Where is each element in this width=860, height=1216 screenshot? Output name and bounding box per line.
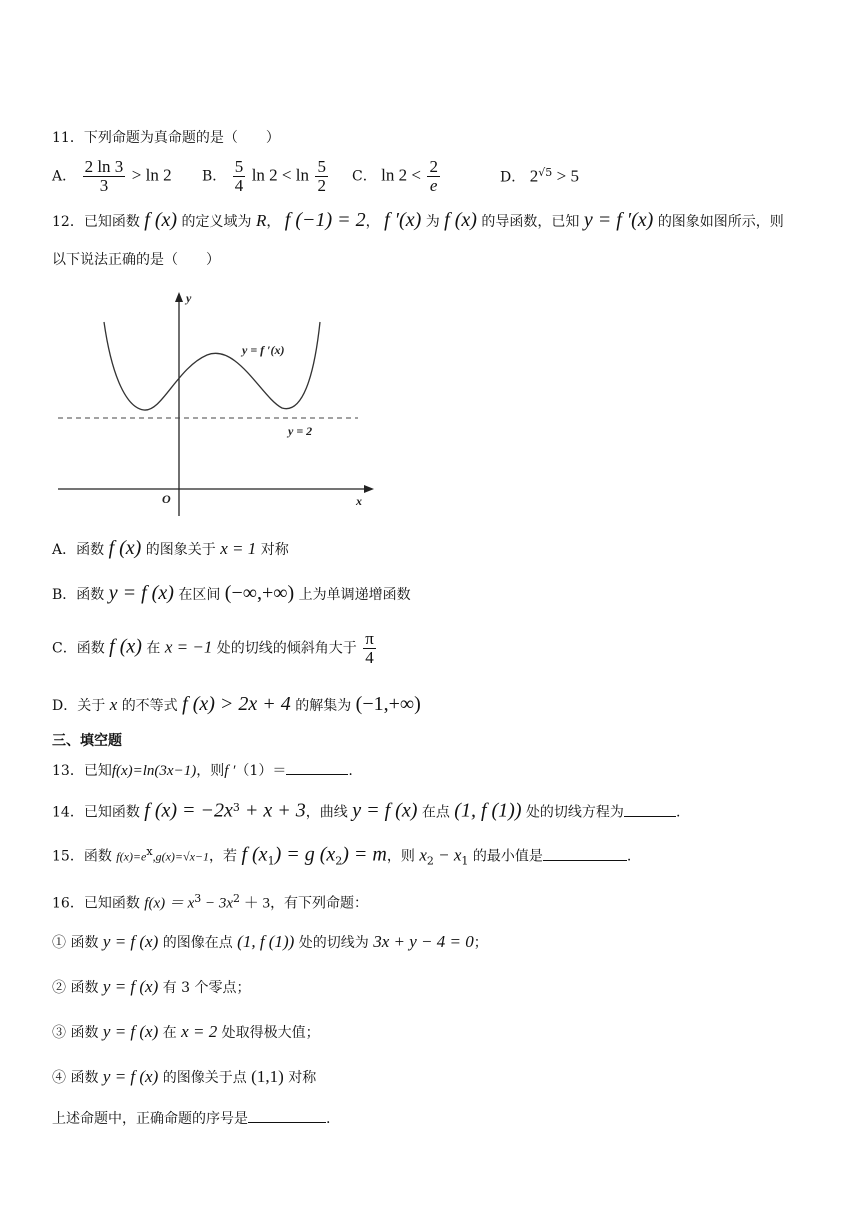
option-label: C． (352, 168, 377, 185)
y-axis-arrow (175, 292, 183, 302)
q12-stem-line2: 以下说法正确的是（ ） (52, 252, 220, 268)
math-text: f ′(x) (384, 209, 422, 231)
answer-blank[interactable] (286, 760, 348, 775)
exponent: 3 (194, 892, 202, 905)
text: ，曲线 (305, 804, 348, 821)
math-text: f ′ (224, 763, 236, 779)
math-text: > 5 (556, 166, 579, 186)
text: 的图象关于 (145, 542, 216, 558)
fraction (83, 158, 126, 195)
math-text: (1, f (1)) (454, 799, 522, 822)
text: 对称 (260, 542, 289, 558)
math-text: ln 2 < (381, 165, 421, 185)
text: A．函数 (52, 542, 105, 558)
numerator: 5 (317, 157, 326, 176)
q12-option-a (52, 538, 289, 560)
x-axis-label: x (356, 494, 362, 508)
q14 (52, 798, 680, 823)
q15 (52, 842, 631, 871)
denominator: 4 (234, 176, 244, 195)
fraction (315, 158, 328, 195)
math-text: x (109, 695, 118, 714)
subscript: 2 (426, 854, 434, 868)
text: 有 3 个零点； (162, 980, 251, 996)
math-text: f (x) (444, 209, 477, 231)
text: B．函数 (52, 587, 105, 603)
exponent: 2 (233, 892, 241, 905)
text: 16．已知函数 (52, 895, 140, 912)
numerator: 2 (429, 157, 438, 176)
curve-label: y = f ′(x) (242, 343, 285, 357)
q16-statement-1 (52, 932, 488, 953)
text: 的导函数，已知 (481, 214, 580, 230)
q11-option-b (202, 158, 330, 195)
text: 为 (425, 214, 440, 230)
math-text: ) = m (342, 843, 387, 866)
statement-number: ④ (52, 1070, 66, 1086)
derivative-curve (104, 322, 320, 410)
math-text: f (x) > 2x + 4 (182, 693, 291, 715)
q16-statement-2 (52, 977, 251, 998)
math-text: f(x) ＝ x (144, 895, 195, 912)
math-text: f (x) (144, 209, 178, 231)
text: 15．函数 (52, 848, 112, 865)
text: C．函数 (52, 640, 105, 657)
math-text: f(x)=ln(3x−1) (111, 763, 197, 779)
text: 的图象如图所示，则 (657, 214, 784, 230)
text: ； (473, 935, 488, 951)
denominator: 3 (99, 176, 109, 195)
fraction (233, 158, 246, 195)
subscript: 1 (267, 854, 275, 868)
exponent: 3 (232, 801, 240, 814)
origin-label: O (162, 492, 171, 506)
text: 的定义域为 (181, 214, 252, 230)
math-text: x = 2 (181, 1022, 218, 1041)
math-text: x = −1 (164, 637, 213, 657)
math-text: y = f ′(x) (583, 209, 654, 231)
q11-option-c (352, 158, 442, 195)
math-text: − x (433, 845, 462, 865)
option-label: B． (202, 168, 227, 185)
math-text: f(x)=e (116, 849, 147, 864)
text: 的不等式 (121, 698, 178, 714)
math-text: y = f (x) (102, 1022, 159, 1041)
math-text: 2 (529, 166, 539, 186)
math-text: (1,1) (251, 1067, 284, 1086)
option-label: D． (500, 169, 526, 186)
fraction-pi-over-4 (363, 630, 376, 667)
q12-option-b (52, 583, 411, 605)
subscript: 2 (335, 854, 343, 868)
q11-stem: 11．下列命题为真命题的是（ ） (52, 130, 280, 146)
math-text: + x + 3 (239, 799, 306, 822)
text: 上述命题中，正确命题的序号是 (52, 1111, 248, 1127)
text: 函数 (70, 980, 99, 996)
math-text: x = 1 (220, 539, 257, 558)
exponent: √5 (538, 166, 553, 179)
math-text: 3x + y − 4 = 0 (373, 932, 474, 951)
fraction (427, 158, 440, 195)
text: 的解集为 (295, 698, 352, 714)
math-text: ln 2 < ln (251, 165, 309, 185)
text: 处的切线的倾斜角大于 (216, 640, 357, 657)
text: 的图像在点 (162, 935, 233, 951)
statement-number: ② (52, 980, 66, 996)
section-heading: 三、填空题 (52, 733, 122, 749)
option-label: A． (52, 168, 77, 185)
math-text: f (x) (109, 635, 142, 658)
statement-number: ① (52, 935, 66, 951)
y-axis-label: y (186, 291, 192, 305)
text: 的图像关于点 (162, 1070, 247, 1086)
text: （1）＝ (235, 763, 287, 779)
numerator: 2 ln 3 (84, 157, 124, 176)
math-text: f (x) (108, 537, 142, 559)
text: 在区间 (178, 587, 221, 603)
numerator: 5 (234, 157, 244, 176)
text: ，若 (209, 848, 238, 865)
math-text: − 3x (201, 895, 234, 912)
q12-option-d (52, 694, 421, 716)
text: ，有下列命题： (270, 895, 369, 912)
text: 在 (146, 640, 161, 657)
text: 处的切线方程为 (525, 804, 624, 821)
math-text: y = f (x) (108, 582, 174, 604)
q16-stem (52, 889, 368, 914)
q12-stem-line1 (52, 210, 784, 232)
text: 函数 (70, 935, 99, 951)
text: 函数 (70, 1070, 99, 1086)
text: 处取得极大值； (221, 1025, 320, 1041)
math-text: ,g(x)=√x−1 (152, 849, 210, 864)
q16-statement-4 (52, 1067, 316, 1088)
q11-option-a (52, 158, 172, 195)
text: 13．已知 (52, 763, 112, 779)
text: 对称 (288, 1070, 317, 1086)
q12-option-c (52, 630, 378, 667)
denominator: 2 (317, 176, 326, 195)
derivative-graph (52, 288, 382, 520)
q11-option-d (500, 166, 579, 187)
text: D．关于 (52, 698, 106, 714)
math-text: R (255, 211, 267, 230)
text: 12．已知函数 (52, 214, 140, 230)
text: 在 (162, 1025, 177, 1041)
math-text: (−∞,+∞) (224, 582, 295, 604)
denominator: 4 (365, 648, 374, 667)
subscript: 1 (461, 854, 469, 868)
text: . (626, 848, 632, 865)
math-text: f (x (241, 843, 268, 866)
text: 的最小值是 (472, 848, 543, 865)
numerator: π (365, 629, 374, 648)
math-text: (−1,+∞) (355, 693, 421, 715)
math-text: y = f (x) (102, 1067, 159, 1086)
q16-statement-3 (52, 1022, 320, 1043)
text: 在点 (421, 804, 450, 821)
math-text: > ln 2 (131, 165, 172, 185)
denominator: e (429, 176, 438, 195)
math-text: x (419, 845, 427, 865)
text: 函数 (70, 1025, 99, 1041)
statement-number: ③ (52, 1025, 66, 1041)
math-text: ) = g (x (274, 843, 336, 866)
answer-blank[interactable] (543, 846, 627, 861)
math-text: f (x) = −2x (144, 799, 233, 822)
answer-blank[interactable] (248, 1108, 326, 1123)
text: 14．已知函数 (52, 804, 140, 821)
text: . (348, 763, 353, 779)
text: ， (266, 214, 281, 230)
text: 处的切线为 (298, 935, 369, 951)
text: ，则 (386, 848, 415, 865)
math-text: y = f (x) (102, 932, 159, 951)
text: ， (365, 214, 380, 230)
math-text: ＋ 3 (240, 895, 271, 912)
math-text: f (−1) = 2 (284, 209, 366, 231)
text: . (675, 804, 681, 821)
text: 上为单调递增函数 (298, 587, 411, 603)
text: ，则 (196, 763, 225, 779)
x-axis-arrow (364, 485, 374, 493)
dash-label: y = 2 (288, 424, 313, 438)
text: . (326, 1111, 331, 1127)
math-text: y = f (x) (352, 799, 418, 822)
q13 (52, 760, 353, 781)
q16-final (52, 1108, 330, 1129)
math-text: (1, f (1)) (237, 932, 295, 951)
answer-blank[interactable] (624, 802, 676, 817)
exponent: x (146, 845, 153, 858)
math-text: y = f (x) (102, 977, 159, 996)
